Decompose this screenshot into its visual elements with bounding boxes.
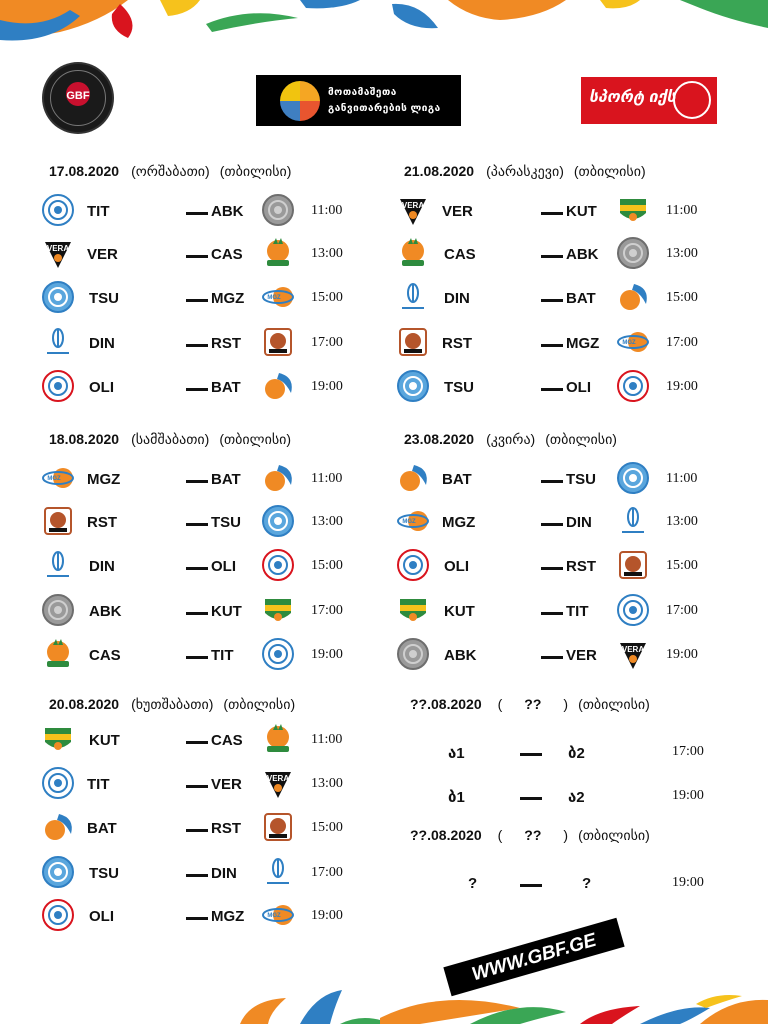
versus-dash bbox=[186, 344, 208, 347]
away-team: RST bbox=[211, 335, 241, 352]
versus-dash bbox=[186, 255, 208, 258]
game-time: 17:00 bbox=[311, 335, 343, 350]
away-team-logo bbox=[261, 637, 295, 671]
league-name-line2: განვითარების ლიგა bbox=[328, 103, 441, 114]
home-team-logo bbox=[396, 369, 430, 403]
home-team: TSU bbox=[89, 865, 119, 882]
city: (თბილისი) bbox=[219, 431, 292, 447]
versus-dash bbox=[186, 523, 208, 526]
match-date: 23.08.2020 bbox=[404, 431, 475, 447]
home-team-logo bbox=[41, 236, 75, 270]
city: (თბილისი) bbox=[219, 163, 292, 179]
away-team-logo bbox=[261, 593, 295, 627]
versus-dash bbox=[541, 212, 563, 215]
game-row[interactable] bbox=[49, 191, 389, 235]
day-header bbox=[410, 696, 650, 713]
home-team-logo bbox=[396, 325, 430, 359]
away-team: ABK bbox=[566, 246, 599, 263]
away-slot: ბ2 bbox=[568, 745, 585, 762]
home-team: VER bbox=[87, 246, 118, 263]
away-team-logo bbox=[616, 325, 650, 359]
game-time: 19:00 bbox=[666, 379, 698, 394]
versus-dash bbox=[186, 917, 208, 920]
versus-dash bbox=[541, 299, 563, 302]
game-time: 11:00 bbox=[311, 203, 343, 218]
away-team: KUT bbox=[211, 603, 242, 620]
close-paren: ) bbox=[563, 696, 569, 712]
home-slot: ? bbox=[468, 875, 478, 892]
home-team-logo bbox=[41, 504, 75, 538]
away-team-logo bbox=[261, 898, 295, 932]
match-date: 21.08.2020 bbox=[404, 163, 475, 179]
game-row[interactable] bbox=[404, 591, 744, 635]
versus-dash bbox=[186, 612, 208, 615]
game-time: 11:00 bbox=[666, 203, 698, 218]
weekday: (ხუთშაბათი) bbox=[131, 696, 214, 712]
home-team: VER bbox=[442, 203, 473, 220]
svg-text:MGZ: MGZ bbox=[267, 295, 281, 301]
away-team: BAT bbox=[211, 471, 241, 488]
away-team-logo bbox=[616, 548, 650, 582]
versus-dash bbox=[541, 567, 563, 570]
versus-dash bbox=[186, 299, 208, 302]
versus-dash bbox=[541, 344, 563, 347]
game-time: 13:00 bbox=[666, 246, 698, 261]
away-team: OLI bbox=[211, 558, 236, 575]
game-row[interactable] bbox=[49, 278, 389, 322]
home-team: TSU bbox=[444, 379, 474, 396]
city: (თბილისი) bbox=[223, 696, 296, 712]
game-row[interactable] bbox=[404, 323, 744, 367]
away-team: RST bbox=[211, 820, 241, 837]
match-day bbox=[49, 696, 389, 936]
away-team: RST bbox=[566, 558, 596, 575]
away-team-logo bbox=[616, 461, 650, 495]
home-team-logo bbox=[396, 548, 430, 582]
league-logo bbox=[256, 75, 461, 126]
game-row[interactable] bbox=[404, 278, 744, 322]
away-team-logo bbox=[261, 548, 295, 582]
game-time: 19:00 bbox=[311, 647, 343, 662]
away-team-logo bbox=[261, 193, 295, 227]
home-team-logo bbox=[41, 280, 75, 314]
home-team-logo bbox=[41, 855, 75, 889]
day-header bbox=[49, 696, 295, 713]
game-row[interactable] bbox=[49, 720, 389, 764]
close-paren: ) bbox=[563, 827, 569, 843]
home-team: DIN bbox=[89, 558, 115, 575]
day-header bbox=[404, 431, 617, 448]
away-team: CAS bbox=[211, 246, 243, 263]
versus-dash bbox=[186, 785, 208, 788]
home-slot: ა1 bbox=[448, 745, 465, 762]
game-row[interactable] bbox=[49, 896, 389, 940]
svg-text:VERA: VERA bbox=[266, 774, 290, 783]
game-time: 13:00 bbox=[311, 776, 343, 791]
svg-text:VERA: VERA bbox=[401, 201, 425, 210]
home-team-logo bbox=[41, 722, 75, 756]
away-team-logo bbox=[261, 810, 295, 844]
playoff-day bbox=[410, 696, 720, 816]
home-team-logo bbox=[396, 193, 430, 227]
away-team-logo bbox=[616, 637, 650, 671]
game-time: 11:00 bbox=[311, 732, 343, 747]
versus-dash bbox=[186, 567, 208, 570]
away-team: MGZ bbox=[211, 290, 245, 307]
home-team: BAT bbox=[442, 471, 472, 488]
away-team: TSU bbox=[211, 514, 241, 531]
home-team-logo bbox=[41, 193, 75, 227]
match-date: 18.08.2020 bbox=[49, 431, 120, 447]
versus-dash bbox=[541, 656, 563, 659]
away-team: KUT bbox=[566, 203, 597, 220]
game-time: 19:00 bbox=[666, 647, 698, 662]
game-time: 19:00 bbox=[672, 875, 704, 890]
open-paren: ( bbox=[497, 696, 503, 712]
away-team-logo bbox=[261, 855, 295, 889]
game-time: 13:00 bbox=[311, 246, 343, 261]
game-row[interactable] bbox=[404, 459, 744, 503]
away-team-logo bbox=[261, 504, 295, 538]
top-decoration bbox=[0, 0, 768, 46]
versus-dash bbox=[541, 388, 563, 391]
game-row[interactable] bbox=[404, 635, 744, 679]
versus-dash bbox=[541, 523, 563, 526]
home-team: TIT bbox=[87, 776, 110, 793]
game-row[interactable] bbox=[410, 732, 710, 776]
game-time: 11:00 bbox=[311, 471, 343, 486]
home-team: OLI bbox=[89, 908, 114, 925]
home-team: BAT bbox=[87, 820, 117, 837]
game-time: 15:00 bbox=[311, 558, 343, 573]
day-header bbox=[49, 431, 291, 448]
city: (თბილისი) bbox=[573, 163, 646, 179]
versus-dash bbox=[541, 480, 563, 483]
away-team-logo bbox=[261, 280, 295, 314]
home-team-logo bbox=[41, 593, 75, 627]
weekday: (კვირა) bbox=[486, 431, 536, 447]
away-team-logo bbox=[616, 369, 650, 403]
game-time: 13:00 bbox=[311, 514, 343, 529]
game-row[interactable] bbox=[49, 367, 389, 411]
home-team-logo bbox=[396, 280, 430, 314]
versus-dash bbox=[520, 753, 542, 756]
basketball-icon bbox=[280, 81, 320, 121]
day-header bbox=[404, 163, 646, 180]
game-row[interactable] bbox=[404, 234, 744, 278]
away-team: MGZ bbox=[566, 335, 600, 352]
svg-text:MGZ: MGZ bbox=[267, 913, 281, 919]
away-team-logo bbox=[616, 593, 650, 627]
game-time: 17:00 bbox=[311, 865, 343, 880]
weekday: (სამშაბათი) bbox=[131, 431, 210, 447]
game-row[interactable] bbox=[404, 546, 744, 590]
versus-dash bbox=[541, 255, 563, 258]
game-row[interactable] bbox=[46, 234, 389, 278]
weekday: ?? bbox=[524, 827, 542, 843]
game-row[interactable] bbox=[49, 459, 389, 503]
bottom-decoration bbox=[0, 968, 768, 1024]
game-time: 19:00 bbox=[672, 788, 704, 803]
away-team: OLI bbox=[566, 379, 591, 396]
game-row[interactable] bbox=[49, 764, 389, 808]
svg-text:MGZ: MGZ bbox=[622, 340, 636, 346]
away-team: BAT bbox=[211, 379, 241, 396]
match-day bbox=[46, 163, 389, 403]
away-team: VER bbox=[566, 647, 597, 664]
versus-dash bbox=[520, 797, 542, 800]
versus-dash bbox=[186, 741, 208, 744]
home-team: OLI bbox=[89, 379, 114, 396]
gbf-logo: GBF bbox=[44, 64, 112, 132]
home-team-logo bbox=[41, 898, 75, 932]
game-row[interactable] bbox=[410, 776, 710, 820]
playoff-day bbox=[410, 827, 720, 947]
game-time: 11:00 bbox=[666, 471, 698, 486]
game-row[interactable] bbox=[49, 502, 389, 546]
versus-dash bbox=[541, 612, 563, 615]
game-time: 15:00 bbox=[666, 558, 698, 573]
weekday: ?? bbox=[524, 696, 542, 712]
open-paren: ( bbox=[497, 827, 503, 843]
game-row[interactable] bbox=[49, 853, 389, 897]
city: (თბილისი) bbox=[545, 431, 617, 447]
versus-dash bbox=[186, 212, 208, 215]
game-time: 19:00 bbox=[311, 908, 343, 923]
game-time: 17:00 bbox=[666, 335, 698, 350]
home-team-logo bbox=[41, 810, 75, 844]
league-name-line1: მოთამაშეთა bbox=[328, 87, 397, 98]
player-silhouette-icon bbox=[673, 81, 711, 119]
svg-text:MGZ: MGZ bbox=[47, 476, 61, 482]
home-team-logo bbox=[396, 593, 430, 627]
match-day bbox=[49, 431, 389, 671]
home-team-logo bbox=[396, 637, 430, 671]
home-team: CAS bbox=[89, 647, 121, 664]
game-time: 19:00 bbox=[311, 379, 343, 394]
home-team: RST bbox=[442, 335, 472, 352]
website-banner[interactable]: WWW.GBF.GE bbox=[443, 918, 624, 996]
away-team: MGZ bbox=[211, 908, 245, 925]
home-team-logo bbox=[396, 236, 430, 270]
away-team: BAT bbox=[566, 290, 596, 307]
home-team: MGZ bbox=[442, 514, 476, 531]
weekday: (ორშაბათი) bbox=[131, 163, 210, 179]
svg-text:VERA: VERA bbox=[46, 244, 70, 253]
away-team: VER bbox=[211, 776, 242, 793]
home-team-logo bbox=[396, 461, 430, 495]
city: (თბილისი) bbox=[578, 827, 650, 843]
svg-text:VERA: VERA bbox=[621, 645, 645, 654]
match-day bbox=[404, 431, 744, 671]
home-team: OLI bbox=[444, 558, 469, 575]
away-team: TSU bbox=[566, 471, 596, 488]
game-row[interactable] bbox=[404, 367, 744, 411]
away-team: DIN bbox=[566, 514, 592, 531]
away-slot: ა2 bbox=[568, 789, 585, 806]
away-team-logo bbox=[261, 236, 295, 270]
home-team: CAS bbox=[444, 246, 476, 263]
home-team-logo bbox=[41, 548, 75, 582]
match-date: ??.08.2020 bbox=[410, 827, 482, 843]
game-row[interactable] bbox=[410, 863, 710, 907]
home-team-logo bbox=[41, 461, 75, 495]
game-row[interactable] bbox=[49, 323, 389, 367]
away-team-logo bbox=[261, 369, 295, 403]
home-team: TIT bbox=[87, 203, 110, 220]
versus-dash bbox=[186, 480, 208, 483]
sport-tv-logo: სპორტ იქს bbox=[581, 77, 717, 124]
home-team: TSU bbox=[89, 290, 119, 307]
away-team: DIN bbox=[211, 865, 237, 882]
game-row[interactable] bbox=[49, 546, 389, 590]
away-team: TIT bbox=[211, 647, 234, 664]
svg-text:MGZ: MGZ bbox=[402, 519, 416, 525]
game-time: 15:00 bbox=[666, 290, 698, 305]
day-header bbox=[410, 827, 650, 844]
match-day bbox=[401, 163, 744, 403]
away-team-logo bbox=[616, 236, 650, 270]
home-team: ABK bbox=[89, 603, 122, 620]
home-team: RST bbox=[87, 514, 117, 531]
away-team: TIT bbox=[566, 603, 589, 620]
game-time: 17:00 bbox=[672, 744, 704, 759]
away-team-logo bbox=[616, 504, 650, 538]
game-row[interactable] bbox=[401, 191, 744, 235]
home-team: DIN bbox=[444, 290, 470, 307]
game-time: 13:00 bbox=[666, 514, 698, 529]
game-time: 15:00 bbox=[311, 290, 343, 305]
away-team-logo bbox=[261, 766, 295, 800]
game-time: 17:00 bbox=[311, 603, 343, 618]
home-team: KUT bbox=[444, 603, 475, 620]
match-date: 17.08.2020 bbox=[49, 163, 120, 179]
home-team-logo bbox=[41, 369, 75, 403]
weekday: (პარასკევი) bbox=[486, 163, 564, 179]
home-team: ABK bbox=[444, 647, 477, 664]
game-time: 17:00 bbox=[666, 603, 698, 618]
home-team-logo bbox=[396, 504, 430, 538]
away-team-logo bbox=[261, 461, 295, 495]
home-team: KUT bbox=[89, 732, 120, 749]
home-team: MGZ bbox=[87, 471, 121, 488]
versus-dash bbox=[186, 656, 208, 659]
away-team: CAS bbox=[211, 732, 243, 749]
match-date: ??.08.2020 bbox=[410, 696, 482, 712]
home-team-logo bbox=[41, 325, 75, 359]
versus-dash bbox=[520, 884, 542, 887]
game-row[interactable] bbox=[49, 635, 389, 679]
home-team-logo bbox=[41, 766, 75, 800]
game-row[interactable] bbox=[404, 502, 744, 546]
away-team-logo bbox=[261, 722, 295, 756]
day-header bbox=[49, 163, 291, 180]
home-slot: ბ1 bbox=[448, 789, 465, 806]
match-date: 20.08.2020 bbox=[49, 696, 120, 712]
game-row[interactable] bbox=[49, 591, 389, 635]
away-team-logo bbox=[261, 325, 295, 359]
versus-dash bbox=[186, 829, 208, 832]
game-time: 15:00 bbox=[311, 820, 343, 835]
away-team: ABK bbox=[211, 203, 244, 220]
away-slot: ? bbox=[582, 875, 592, 892]
away-team-logo bbox=[616, 193, 650, 227]
away-team-logo bbox=[616, 280, 650, 314]
versus-dash bbox=[186, 874, 208, 877]
game-row[interactable] bbox=[49, 808, 389, 852]
versus-dash bbox=[186, 388, 208, 391]
home-team-logo bbox=[41, 637, 75, 671]
home-team: DIN bbox=[89, 335, 115, 352]
city: (თბილისი) bbox=[578, 696, 650, 712]
